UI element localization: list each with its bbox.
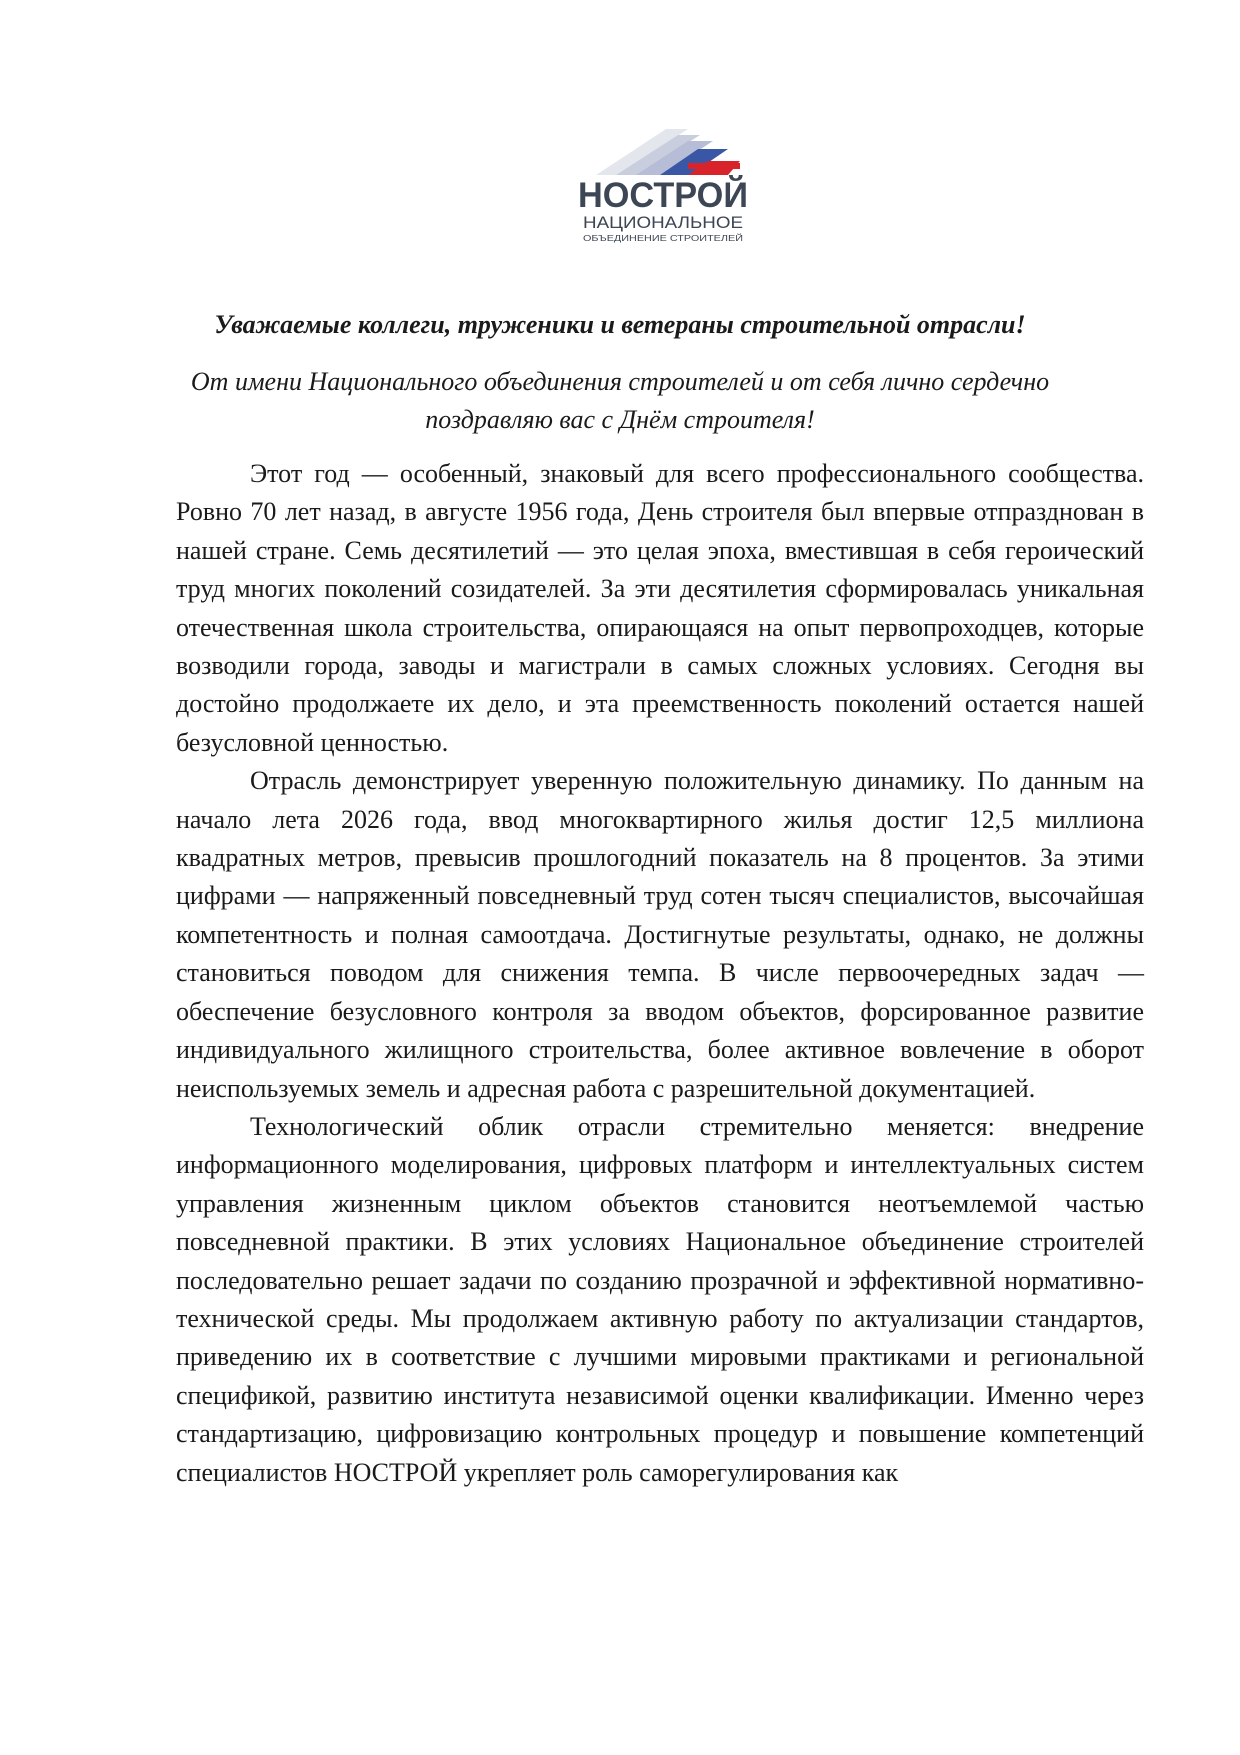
logo-line1-text: НАЦИОНАЛЬНОЕ <box>583 213 743 232</box>
greeting-subheading: От имени Национального объединения строителей и от себя лично сердечно поздравляю вас с Днём строителя! <box>190 367 1050 434</box>
paragraph-3: Технологический облик отрасли стремительно меняется: внедрение информационного моделирования, цифровых платформ и интеллектуальных систем управления жизненным циклом объектов становится неотъемлемой частью повседневной практики. В этих условиях Национальное объединение строителей последовательно решает задачи по созданию прозрачной и эффективной нормативно-технической среды. Мы продолжаем активную работу по актуализации стандартов, приведению их в соответствие с лучшими мировыми практиками и региональной спецификой, развитию института независимой оценки квалификации. Именно через стандартизацию, цифровизацию контрольных процедур и повышение компетенций специалистов НОСТРОЙ укрепляет роль саморегулирования как <box>176 1111 1144 1487</box>
greeting-heading: Уважаемые коллеги, труженики и ветераны строительной отрасли! <box>214 310 1026 339</box>
paragraph-2: Отрасль демонстрирует уверенную положительную динамику. По данным на начало лета 2026 года, ввод многоквартирного жилья достиг 12,5 миллиона квадратных метров, превысив прошлогодний показатель на 8 процентов. За этими цифрами — напряженный повседневный труд сотен тысяч специалистов, высочайшая компетентность и полная самоотдача. Достигнутые результаты, однако, не должны становиться поводом для снижения темпа. В числе первоочередных задач — обеспечение безусловного контроля за вводом объектов, форсированное развитие индивидуального жилищного строительства, более активное вовлечение в оборот неиспользуемых земель и адресная работа с разрешительной документацией. <box>176 766 1144 1103</box>
nostroy-logo-graphic <box>568 127 758 252</box>
logo-line2-text: ОБЪЕДИНЕНИЕ СТРОИТЕЛЕЙ <box>583 234 744 243</box>
paragraph-1: Этот год — особенный, знаковый для всего профессионального сообщества. Ровно 70 лет назад, в августе 1956 года, День строителя был впервые отпразднован в нашей стране. Семь десятилетий — это целая эпоха, вместившая в себя героический труд многих поколений созидателей. За эти десятилетия сформировалась уникальная отечественная школа строительства, опирающаяся на опыт первопроходцев, которые возводили города, заводы и магистрали в самых сложных условиях. Сегодня вы достойно продолжаете их дело, и эта преемственность поколений остается нашей безусловной ценностью. <box>176 459 1144 757</box>
letter-body <box>176 455 1144 1492</box>
logo-brand-text: НОСТРОЙ <box>578 176 752 215</box>
logo-roof-bar <box>688 163 740 169</box>
nostroy-logo <box>568 127 758 252</box>
